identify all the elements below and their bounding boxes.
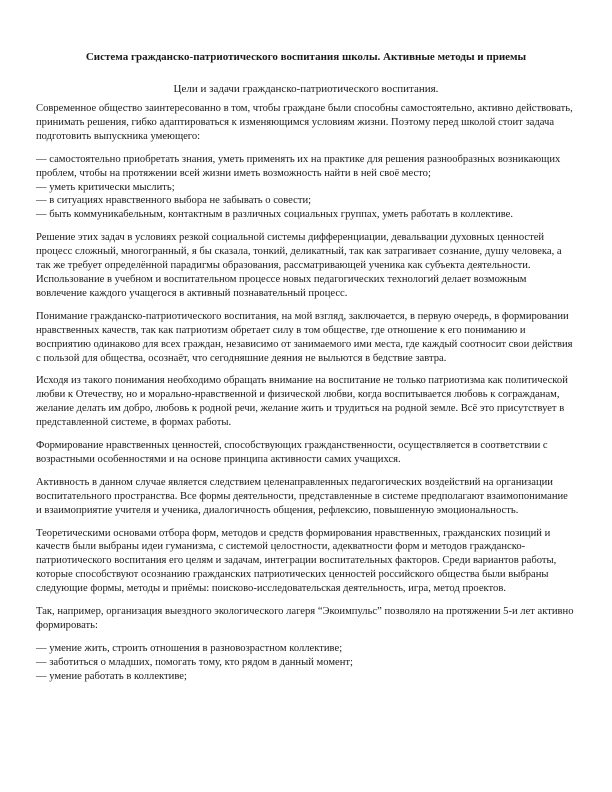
body-paragraph: Решение этих задач в условиях резкой социальной системы дифференциации, девальвации духовных ценностей процесс сложный, многогранный, я бы сказала, тонкий, деликатный, так как затрагивает сознание, душу человека, а так же требует определённой парадигмы образования, рассматривающей ученика как субъекта деятельности. Использование в учебном и воспитательном процессе новых педагогических технологий делает возможным вовлечение каждого учащегося в активный познавательный процесс. — [36, 232, 562, 299]
list-item: — заботиться о младших, помогать тому, кто рядом в данный момент; — [36, 656, 353, 668]
body-paragraph: Понимание гражданско-патриотического воспитания, на мой взгляд, заключается, в первую очередь, в формировании нравственных качеств, так как патриотизм обретает силу в том обществе, где отношение к его пониманию и восприятию одинаково для всех граждан, независимо от занимаемого ими места, где каждый соотносит свои действия с пользой для общества, осознаёт, что сегодняшние деяния не выльются в бедствие завтра. — [36, 310, 573, 364]
camp-list — [36, 642, 576, 684]
intro-paragraph: Современное общество заинтересованно в том, чтобы граждане были способны самостоятельно, активно действовать, принимать решения, гибко адаптироваться к изменяющимся условиям жизни. Поэтому перед школой стоит задача подготовить выпускника умеющего: — [36, 103, 573, 142]
list-item: — умение работать в коллективе; — [36, 670, 187, 682]
list-item: — умение жить, строить отношения в разновозрастном коллективе; — [36, 642, 343, 654]
list-item: — самостоятельно приобретать знания, уметь применять их на практике для решения разнообразных возникающих проблем, чтобы на протяжении всей жизни иметь возможность найти в ней своё место; — [36, 153, 561, 179]
body-paragraph: Теоретическими основами отбора форм, методов и средств формирования нравственных, гражданских позиций и качеств были выбраны идеи гуманизма, с системой целостности, адекватности форм и методов гражданско-патриотического воспитания его целям и задачам, интеграции воспитательных факторов. Среди вариантов работы, которые способствуют осознанию гражданских патриотических ценностей российского общества были выбраны следующие формы, методы и приёмы: поисково-исследовательская деятельность, игра, метод проектов. — [36, 527, 557, 595]
body-paragraph: Активность в данном случае является следствием целенаправленных педагогических воздействий на организации воспитательного пространства. Все формы деятельности, представленные в системе предполагают взаимопонимание и взаимоприятие учителя и ученика, диалогичность общения, рефлексию, повышенную эмоциональность. — [36, 476, 568, 516]
body-paragraph: Формирование нравственных ценностей, способствующих гражданственности, осуществляется в соответствии с возрастными особенностями и на основе принципа активности самих учащихся. — [36, 440, 548, 465]
list-item: — быть коммуникабельным, контактным в различных социальных группах, уметь работать в коллективе. — [36, 209, 514, 221]
list-item: — в ситуациях нравственного выбора не забывать о совести; — [36, 195, 312, 207]
document-subtitle: Цели и задачи гражданско-патриотического воспитания. — [173, 83, 439, 95]
skills-list — [36, 153, 576, 223]
body-paragraph: Исходя из такого понимания необходимо обращать внимание на воспитание не только патриотизма как политической любви к Отечеству, но и морально-нравственной и физической любви, когда воспитывается любовь к согражданам, желание делать им добро, любовь к родной речи, желание жить и трудиться на родной земле. Всё это присутствует в представленной системе, в формах работы. — [36, 375, 568, 429]
document-title: Система гражданско-патриотического воспитания школы. Активные методы и приемы — [85, 51, 527, 63]
list-item: — уметь критически мыслить; — [36, 181, 175, 193]
body-paragraph: Так, например, организация выездного экологического лагеря “Экоимпульс” позволяло на протяжении 5-и лет активно формировать: — [36, 606, 574, 631]
